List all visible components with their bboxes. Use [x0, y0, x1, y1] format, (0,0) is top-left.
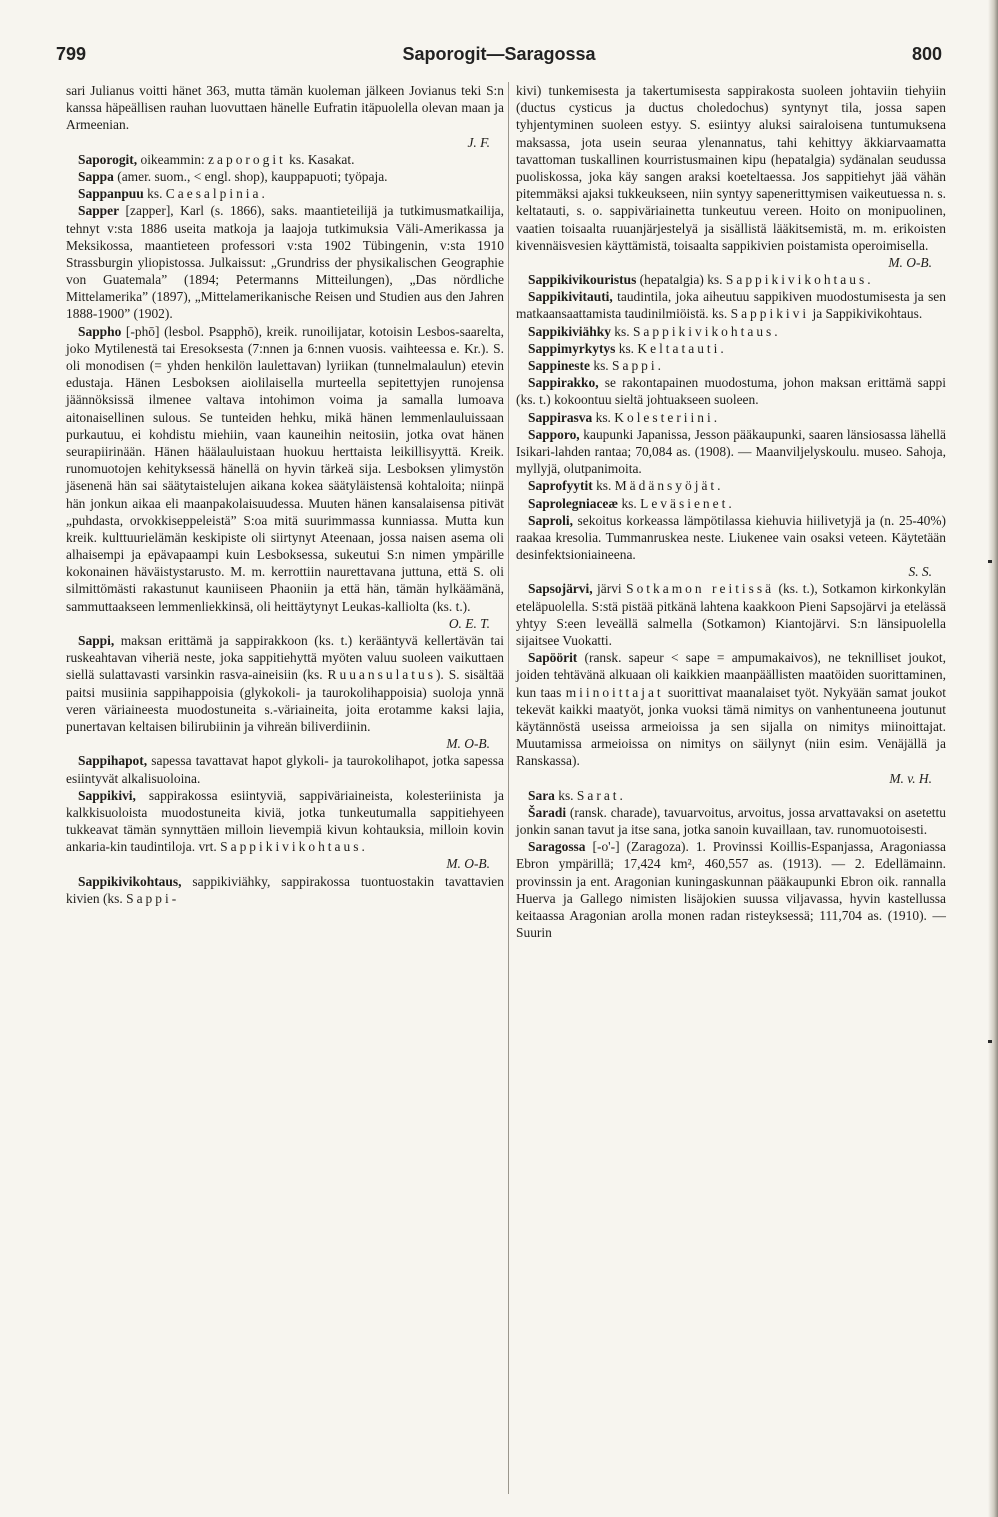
edge-mark [988, 560, 992, 563]
entry-text-tail: ks. Kasakat. [285, 151, 355, 167]
entry-text: (amer. suom., < engl. shop), kauppapuoti; työpaja. [113, 168, 388, 184]
entry-text: [-phō] (lesbol. Psapphō), kreik. runoilijatar, kotoisin Lesbos-saarelta, joko Mytilenestä tai Eresoksesta (7:nnen ja 6:nnen vuosis. vaihteessa e. Kr.). S. oli monodisen (= yhden henkilön laulettavan) lyriikan (tunnelmalaulun) etevin edustaja. Hänen Lesboksen aiolilaisella murteella sepitettyjen runojensa jäännöksissä ilmenee valtava intohimon voima ja samalla lumoava aitonaisellinen sulous. Se tunteiden hehku, mikä hänen lemmenlauluissaan purkautuu, ei kohdistu miehiin, vaan kauneihin neitosiin, jotka ovat hänen seurapiirinään. Hänen häälauluistaan huokuu herttaista leikillisyyttä. Kreik. runomuotojen kehityksessä hänellä on hyvin tärkeä sija. Lesboksen ylimystön jäsenenä hän sai säätytaistelujen aikana kokea säätyläistensä kohtaloita; niinpä hän jonkun aikaa eli maanpakolaisuudessa. Muuten hänen kansalaisensa pitivät „puhdasta, orvokkiseppeleistä” S:oa mitä suurimmassa kunniassa. Mutta kun kreik. kulttuurielämän keskipiste oli siirtynyt Ateenaan, jossa naisen asema oli alhaisempi ja epävapaampi kuin Lesboksessa, sukeutui S:n nimen ympärille kokonainen häväistystarusto. M. m. kerrottiin naurettavana juttuna, että S. oli silmittömästi rakastunut kauniiseen Phaoniin ja että hän, tämän hylkäämänä, sammuttaakseen lemmenliekkinsä, oli heittäytynyt Leukas-kalliolta (ks. t.). [66, 323, 504, 614]
entry-text-tail: . [774, 323, 778, 339]
entry-text: (hepatalgia) ks. [636, 272, 726, 288]
spaced-reference: Sappikivikohtaus [220, 839, 362, 855]
entry-headword: Saragossa [528, 839, 586, 855]
entry-headword: Saprofyytit [528, 478, 593, 494]
entry-headword: Sappanpuu [78, 186, 144, 202]
author-signature: M. O-B. [446, 856, 490, 872]
entry-text: [zapper], Karl (s. 1866), saks. maantieteilijä ja tutkimusmatkailija, tehnyt v:sta 1886 useita matkoja ja laajoja tutkimuksia Väli-Amerikassa ja Meksikossa, maantieteen professori v:sta 1902 Tübingenin, v:sta 1910 Strassburgin yliopistossa. Julkaissut: „Grundriss der physikalischen Geographie von Guatemala” (1894; Petermanns Mitteilungen), „Das nördliche Mittelamerika” (1897), „Mittelamerikanische Reisen und Studien aus den Jahren 1888-1900” (1902). [66, 203, 504, 322]
entry-headword: Sappi, [78, 633, 115, 648]
dictionary-entry [516, 838, 946, 941]
entry-text: (ransk. charade), tavuarvoitus, arvoitus, jossa arvattavaksi on asetettu jonkin sanan tavut ja itse sana, jotka sanoin kuvaillaan, tav. runomuotoisesti. [516, 804, 946, 838]
page-number-left: 799 [56, 44, 87, 64]
right-column [516, 82, 946, 941]
page-edge-shadow [988, 0, 998, 1517]
spaced-reference: Sarat [576, 787, 620, 803]
dictionary-entry [516, 580, 946, 649]
entry-text: ks. [143, 186, 166, 202]
entry-text: ks. [589, 358, 613, 373]
entry-headword: Sappirasva [528, 409, 593, 425]
spaced-reference: Keltatauti [637, 340, 721, 356]
entry-text-tail: . [728, 495, 732, 511]
entry-text-tail: . [657, 358, 661, 373]
dictionary-entry [516, 323, 946, 340]
entry-headword: Sappikiviähky [528, 323, 611, 339]
entry-text-tail: ja Sappikivikohtaus. [809, 306, 923, 322]
edge-mark [988, 1040, 992, 1043]
entry-text-tail: . [867, 272, 871, 288]
entry-headword: Sappho [78, 323, 122, 339]
entry-text: maksan erittämä ja sappirakkoon (ks. t.) kerääntyvä kellertävän tai ruskeahtavan viheriä neste, joka sappitiehyttä myöten valuu suoleen vaikuttaen siellä sulattavasti varsinkin rasva-aineisiin (ks. [66, 633, 504, 683]
entry-headword: Sappineste [528, 358, 590, 373]
entry-headword: Saprolegniaceæ [528, 495, 619, 511]
dictionary-entry [66, 202, 504, 322]
entry-text: ks. [615, 340, 638, 356]
entry-headword: Sapper [78, 203, 120, 219]
running-title: Saporogit—Saragossa [402, 44, 596, 64]
entry-text: sapessa tavattavat hapot glykoli- ja taurokolihapot, jotka sapessa esiintyvät alkalisuoloina. [66, 753, 504, 786]
entry-text: ks. [610, 323, 633, 339]
entry-text-tail: ). S. sisältää paitsi musiinia sappihappoisia (glykokoli- ja taurokolihappoisia) suoloja ynnä veren väriaineesta muodostuneita s.-väriaineita, joita erotamme kaksi lajia, punertavan keltaisen bilirubiinin ja vihreän biliverdiinin. [66, 667, 504, 734]
spaced-reference: Sappi- [126, 890, 180, 906]
dictionary-entry [516, 426, 946, 478]
entry-text-tail: suorittivat maanalaiset työt. Nykyään samat joukot tekevät kaikki maatyöt, jonka vuoksi tämä nimitys on vanhentuneena joutunut käytännöstä useissa armeioissa ja sen sijalla on nimitys miinoittajat. Muutamissa armeioissa on nimitys on säilynyt (niin esim. Venäjällä ja Ranskassa). [516, 684, 946, 769]
author-signature: J. F. [467, 134, 490, 150]
entry-text-tail: . [717, 478, 721, 494]
entry-headword: Sappirakko, [528, 375, 599, 391]
continued-text [66, 82, 504, 151]
entry-text: sappikiviähky, sappirakossa tuontuostakin tavattavien kivien (ks. [66, 873, 504, 906]
entry-text: (ransk. sapeur < sape = ampumakaivos), ne teknilliset joukot, joiden tehtävänä alkuaan oli kaikkien maanpäällisten maatöiden suorittaminen, kun taas [516, 650, 946, 700]
entry-headword: Sapporo, [528, 426, 580, 442]
dictionary-entry [66, 752, 504, 786]
entry-headword: Saproli, [528, 512, 573, 528]
entry-text: ks. [554, 787, 577, 803]
dictionary-entry [516, 288, 946, 322]
column-divider [508, 82, 509, 1494]
dictionary-entry [66, 168, 504, 185]
entry-headword: Sappikivitauti, [528, 289, 613, 305]
author-signature: M. v. H. [889, 770, 932, 786]
spaced-reference: Mädänsyöjät [614, 478, 718, 494]
dictionary-entry [516, 409, 946, 426]
entry-text: sari Julianus voitti hänet 363, mutta tämän kuoleman jälkeen Jovianus teki S:n kanssa häpeällisen rauhan luovuttaen hänelle Eufratin itäpuolella olevan maan ja Armeenian. [66, 83, 504, 133]
spaced-reference: Sappikivikohtaus [725, 272, 868, 288]
spaced-reference: Sappi [612, 358, 658, 373]
entry-text: ks. [618, 495, 641, 511]
entry-headword: Saporogit, [78, 151, 138, 167]
entry-text-tail: . [261, 186, 265, 202]
entry-headword: Sappimyrkytys [528, 340, 616, 356]
dictionary-entry [66, 873, 504, 907]
entry-headword: Sapsojärvi, [528, 581, 593, 597]
dictionary-entry [516, 357, 946, 374]
dictionary-entry [516, 477, 946, 494]
dictionary-entry [516, 495, 946, 512]
author-signature: S. S. [908, 564, 932, 580]
entry-text: sekoitus korkeassa lämpötilassa kiehuvia hiilivetyjä ja (n. 25-40%) raakaa kresolia. Tummanruskea neste. Liukenee vain osaksi veteen. Käytetään desinfektsioniaineena. [516, 512, 946, 563]
spaced-reference: Sappikivikohtaus [632, 323, 775, 339]
spaced-reference: Caesalpinia [165, 186, 262, 202]
entry-text: sappirakossa esiintyviä, sappiväriaineista, kolesteriinista ja kalkkisuoloista muodostuneita kiviä, jotka tunkeutumalla sappitiehyeen tukkeavat tämän synnyttäen milloin lievempiä kivun kohtauksia, milloin kovin ankaria-kin taudintiloja. vrt. [66, 787, 504, 855]
dictionary-entry [516, 649, 946, 787]
entry-headword: Sappikivikouristus [528, 272, 637, 288]
entry-headword: Sapöörit [528, 650, 578, 666]
spaced-reference: Leväsienet [640, 495, 729, 511]
entry-text: se rakontapainen muodostuma, johon maksan erittämä sappi (ks. t.) kokoontuu sieltä johtuakseen suoleen. [516, 375, 946, 408]
spaced-reference: Kolesteriini [614, 409, 714, 425]
entry-text: kivi) tunkemisesta ja takertumisesta sappirakosta suoleen johtaviin tiehyiin (ductus cysticus ja ductus choledochus) syntynyt tila, jossa sapen tyhjentyminen suoleen estyy. S. esiintyy aluksi sairaloisena tuntumuksena maksassa, jota usein seuraa ylenannatus, tahi kehittyy äkkiarvaamatta tavattoman tuskallinen kourristusmainen kipu (hepatalgia) sydänalan seudussa puoliskossa, joka käy sangen araksi koeteltaessa. Jos sappitiehyt jää vähän pitemmäksi ajaksi tukkeukseen, niin syntyy sapenerittymisen vaikeutuessa n. s. keltatauti, s. o. sappiväriainetta tunkeutuu vereen. Hoito on monipuolinen, vaatien toisaalta ruuanjärjestelyä ja sisällistä lääkitsemistä, m. m. erikoisten kivennäisvesien käyttämistä, toisaalta sappikivien poistamista operoimisella. [516, 83, 946, 253]
dictionary-entry [66, 151, 504, 168]
entry-text: järvi [592, 581, 627, 597]
dictionary-entry [516, 340, 946, 357]
entry-text-tail: . [361, 839, 365, 855]
dictionary-entry [516, 374, 946, 408]
page-number-right: 800 [911, 44, 942, 64]
dictionary-entry [66, 323, 504, 632]
continued-text [516, 82, 946, 271]
entry-headword: Šaradi [528, 804, 567, 820]
entry-text: [-o'-] (Zaragoza). 1. Provinssi Koillis-Espanjassa, Aragoniassa Ebron ympärillä; 17,424 km², 460,557 as. (1913). — 2. Edellämainn. provinssin ja ent. Aragonian kuningaskunnan pääkaupunki Ebron oik. rannalla Huerva ja Gallego nimisten lisäjokien suussa viljavassa, hyvin kastellussa keitaassa Aragonian arolla monen radan risteyksessä; 111,704 as. (1910). — Suurin [516, 839, 946, 941]
spaced-reference: Sappikivi [730, 306, 810, 322]
dictionary-entry [516, 271, 946, 288]
author-signature: M. O-B. [888, 254, 932, 270]
entry-headword: Sappa [78, 168, 114, 184]
entry-headword: Sara [528, 787, 555, 803]
entry-text: ks. [592, 409, 615, 425]
entry-text-tail: . [720, 340, 724, 356]
entry-headword: Sappikivi, [78, 787, 136, 803]
dictionary-entry [66, 185, 504, 202]
author-signature: O. E. T. [448, 615, 490, 631]
spaced-reference: Sotkamon reitissä [626, 581, 775, 597]
entry-text: kaupunki Japanissa, Jesson pääkaupunki, saaren länsiosassa lähellä Isikari-lahden rantaa; 70,084 as. (1908). — Maanviljelyskoulu. museo. Sahoja, myllyjä, olutpanimoita. [516, 426, 946, 477]
entry-text: ks. [592, 478, 615, 494]
entry-text: oikeammin: [137, 151, 209, 167]
dictionary-entry [66, 787, 504, 873]
dictionary-entry [516, 512, 946, 581]
entry-headword: Sappihapot, [78, 753, 148, 769]
entry-headword: Sappikivikohtaus, [78, 873, 182, 889]
page-header [56, 44, 942, 72]
spaced-reference: Ruuansulatus [327, 667, 436, 683]
spaced-reference: zaporogit [208, 151, 286, 167]
spaced-reference: miinoittajat [565, 684, 664, 700]
dictionary-entry [516, 787, 946, 804]
entry-text-tail: . [619, 787, 623, 803]
entry-text-tail: . [713, 409, 718, 425]
entry-text: taudintila, joka aiheutuu sappikiven muodostumisesta ja sen matkaansaattamista taudinilmiöistä. ks. [516, 289, 946, 322]
dictionary-entry [66, 632, 504, 752]
author-signature: M. O-B. [446, 736, 490, 752]
entry-text-tail: (ks. t.), Sotkamon kirkonkylän eteläpuolella. S:stä pistää pitkänä lahtena kaakkoon Pieni Sapsojärvi ja etelässä yhtyy S:een leveällä salmella (Sotkamon) Kiantojärvi. S:n länsipuolella sijaitsee Vuokatti. [516, 581, 946, 648]
dictionary-entry [516, 804, 946, 838]
left-column [66, 82, 504, 907]
